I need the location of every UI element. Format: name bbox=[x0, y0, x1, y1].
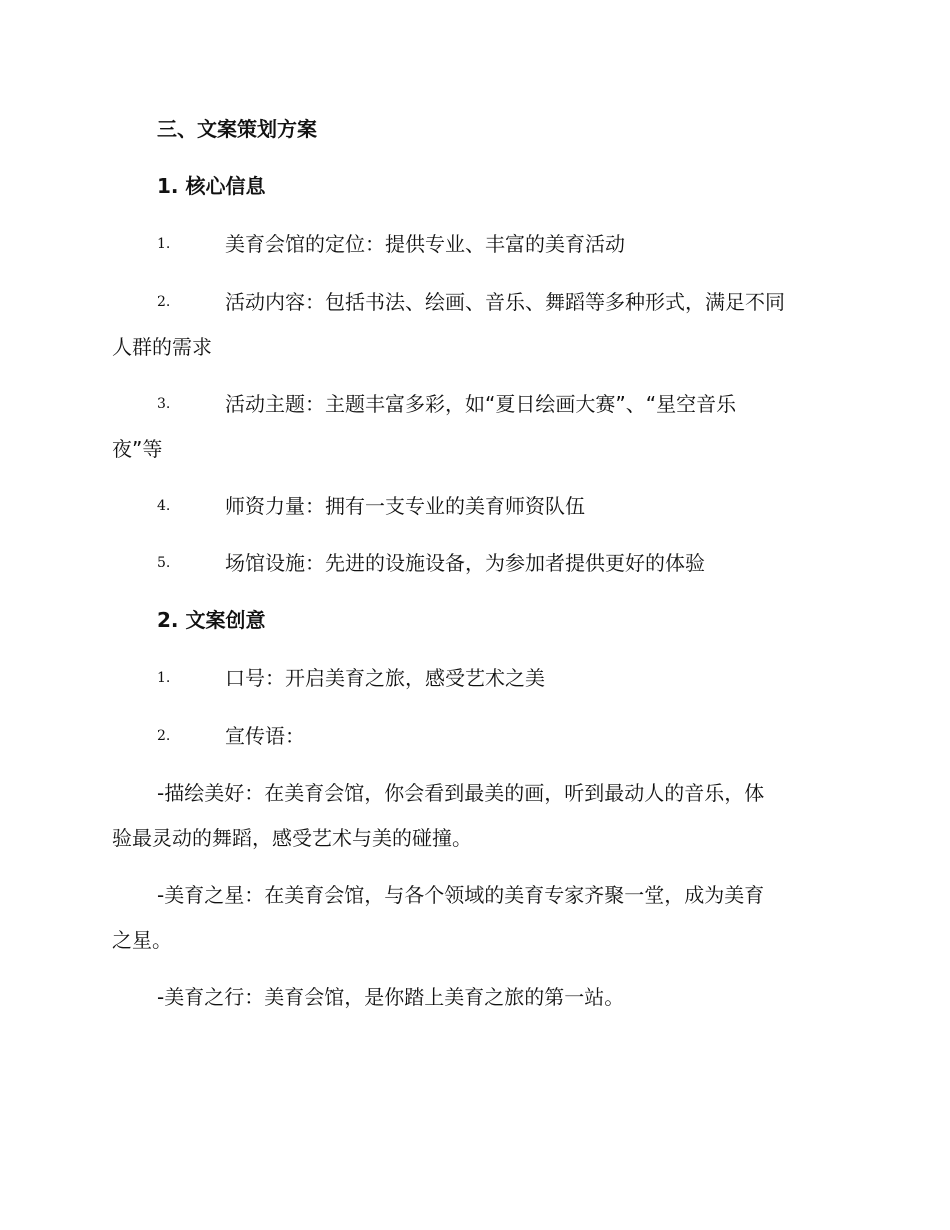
list-number: 2. bbox=[157, 294, 171, 310]
slogan-text: -美育之星：在美育会馆，与各个领域的美育专家齐聚一堂，成为美育 bbox=[157, 883, 765, 907]
section-title: 三、文案策划方案 bbox=[157, 117, 317, 141]
list-text: 场馆设施：先进的设施设备，为参加者提供更好的体验 bbox=[225, 551, 705, 575]
list-number: 1. bbox=[157, 670, 171, 686]
list-text: 口号：开启美育之旅，感受艺术之美 bbox=[225, 666, 545, 690]
list-text-continuation: 人群的需求 bbox=[112, 335, 212, 359]
slogan-text: -描绘美好：在美育会馆，你会看到最美的画，听到最动人的音乐，体 bbox=[157, 781, 765, 805]
list-text: 美育会馆的定位：提供专业、丰富的美育活动 bbox=[225, 232, 625, 256]
list-text: 宣传语： bbox=[225, 724, 305, 748]
slogan-text-continuation: 验最灵动的舞蹈，感受艺术与美的碰撞。 bbox=[112, 826, 472, 850]
list-number: 5. bbox=[157, 555, 171, 571]
core-info-heading: 1. 核心信息 bbox=[157, 174, 266, 198]
slogan-text-continuation: 之星。 bbox=[112, 928, 172, 952]
list-text-continuation: 夜”等 bbox=[112, 437, 163, 461]
list-text: 活动主题：主题丰富多彩，如“夏日绘画大赛”、“星空音乐 bbox=[225, 392, 737, 416]
list-number: 2. bbox=[157, 728, 171, 744]
copy-creative-heading: 2. 文案创意 bbox=[157, 608, 266, 632]
list-number: 4. bbox=[157, 498, 171, 514]
list-text: 活动内容：包括书法、绘画、音乐、舞蹈等多种形式，满足不同 bbox=[225, 290, 785, 314]
list-number: 3. bbox=[157, 396, 171, 412]
list-text: 师资力量：拥有一支专业的美育师资队伍 bbox=[225, 494, 585, 518]
list-number: 1. bbox=[157, 236, 171, 252]
slogan-text: -美育之行：美育会馆，是你踏上美育之旅的第一站。 bbox=[157, 985, 625, 1009]
